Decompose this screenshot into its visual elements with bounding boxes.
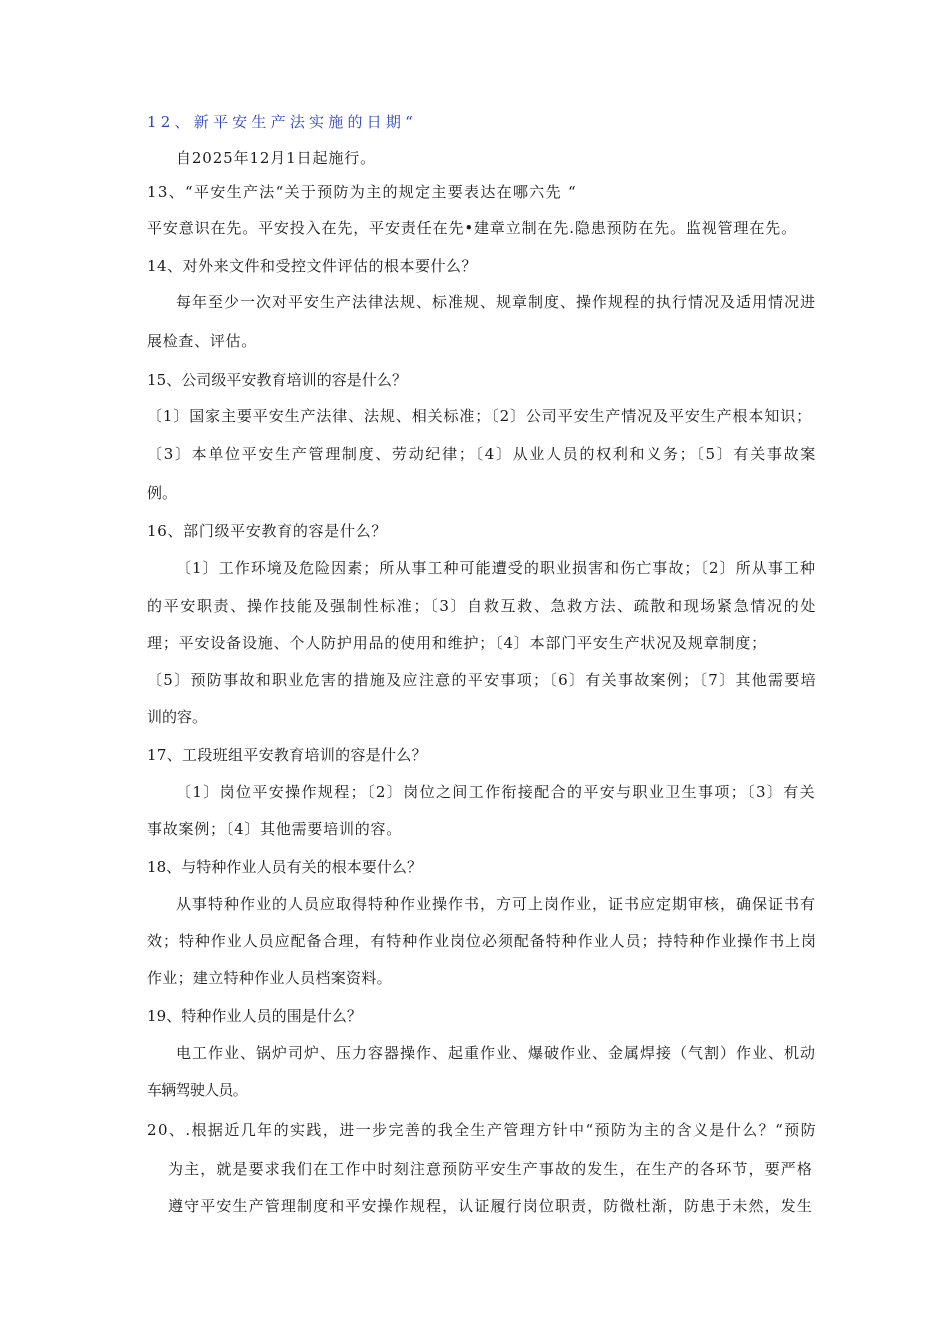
question-20-line-2: 为主，就是要求我们在工作中时刻注意预防平安生产事故的发生，在生产的各环节，要严格	[168, 1160, 813, 1178]
answer-17-line-1: 〔1〕岗位平安操作规程；〔2〕岗位之间工作衔接配合的平安与职业卫生事项；〔3〕有关	[176, 783, 816, 801]
question-13: 13、“平安生产法“关于预防为主的规定主要表达在哪六先 “	[147, 183, 577, 201]
answer-17-line-2: 事故案例；〔4〕其他需要培训的容。	[147, 820, 402, 838]
answer-15-line-2: 〔3〕本单位平安生产管理制度、劳动纪律；〔4〕从业人员的权利和义务；〔5〕有关事故案	[147, 445, 817, 463]
question-12: 12、新平安生产法实施的日期“	[147, 113, 417, 131]
question-16: 16、部门级平安教育的容是什么？	[147, 522, 387, 540]
answer-18-line-3: 作业；建立特种作业人员档案资料。	[147, 969, 392, 987]
answer-18-line-2: 效；特种作业人员应配备合理，有特种作业岗位必须配备特种作业人员；持特种作业操作书上岗	[147, 932, 817, 950]
answer-14-line-1: 每年至少一次对平安生产法律法规、标准规、规章制度、操作规程的执行情况及适用情况进	[176, 293, 816, 311]
answer-15-line-3: 例。	[147, 484, 177, 502]
answer-12: 自2025年12月1日起施行。	[176, 149, 376, 167]
question-20-line-1: 20、.根据近几年的实践，进一步完善的我全生产管理方针中“预防为主的含义是什么？“预防	[147, 1121, 817, 1139]
question-18: 18、与特种作业人员有关的根本要什么？	[147, 858, 422, 876]
answer-16-line-5: 训的容。	[147, 708, 207, 726]
answer-19-line-2: 车辆驾驶人员。	[147, 1081, 247, 1099]
answer-16-line-3: 理；平安设备设施、个人防护用品的使用和维护；〔4〕本部门平安生产状况及规章制度；	[147, 634, 767, 652]
answer-16-line-4: 〔5〕预防事故和职业危害的措施及应注意的平安事项；〔6〕有关事故案例；〔7〕其他需要培	[147, 671, 817, 689]
question-14: 14、对外来文件和受控文件评估的根本要什么？	[147, 257, 477, 275]
question-20-line-3: 遵守平安生产管理制度和平安操作规程，认证履行岗位职责，防微杜渐，防患于未然，发生	[168, 1197, 813, 1215]
answer-18-line-1: 从事特种作业的人员应取得特种作业操作书，方可上岗作业，证书应定期审核，确保证书有	[176, 895, 816, 913]
answer-13: 平安意识在先。平安投入在先，平安责任在先•建章立制在先.隐患预防在先。监视管理在先。	[147, 219, 797, 237]
question-15: 15、公司级平安教育培训的容是什么？	[147, 371, 407, 389]
question-19: 19、特种作业人员的围是什么？	[147, 1007, 362, 1025]
answer-16-line-2: 的平安职责、操作技能及强制性标准；〔3〕自救互救、急救方法、疏散和现场紧急情况的处	[147, 597, 817, 615]
answer-14-line-2: 展检查、评估。	[147, 332, 257, 350]
answer-15-line-1: 〔1〕国家主要平安生产法律、法规、相关标准；〔2〕公司平安生产情况及平安生产根本知识；	[147, 407, 812, 425]
question-17: 17、工段班组平安教育培训的容是什么？	[147, 746, 427, 764]
answer-16-line-1: 〔1〕工作环境及危险因素；所从事工种可能遭受的职业损害和伤亡事故；〔2〕所从事工种	[176, 559, 816, 577]
answer-19-line-1: 电工作业、锅炉司炉、压力容器操作、起重作业、爆破作业、金属焊接（气割）作业、机动	[176, 1044, 816, 1062]
